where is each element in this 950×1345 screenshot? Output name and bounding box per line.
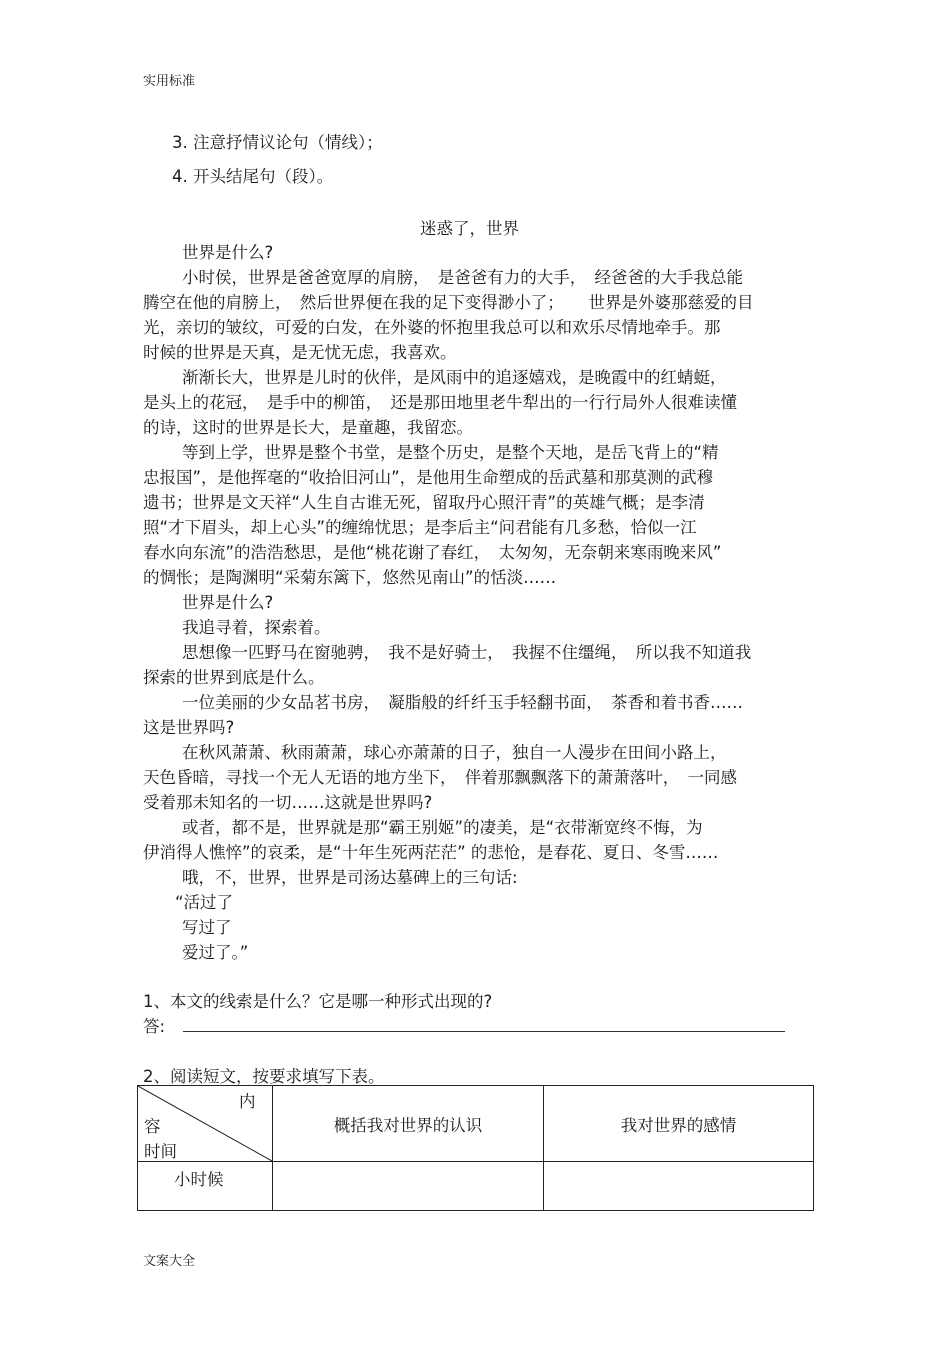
answer-label: 答: <box>143 1017 166 1036</box>
article-line: 或者，都不是，世界就是那“霸王别姬”的凄美，是“衣带渐宽终不悔，为 <box>182 818 703 837</box>
article-line: 光，亲切的皱纹，可爱的白发，在外婆的怀抱里我总可以和欢乐尽情地牵手。那 <box>143 318 721 337</box>
row-label-childhood: 小时候 <box>138 1162 273 1211</box>
answer-table <box>137 1085 814 1211</box>
article-line: 是头上的花冠， 是手中的柳笛， 还是那田地里老牛犁出的一行行局外人很难读懂 <box>143 393 737 412</box>
article-line: 我追寻着，探索着。 <box>182 618 331 637</box>
article-line: 忠报国”，是他挥毫的“收拾旧河山”，是他用生命塑成的岳武墓和那莫测的武穆 <box>143 468 714 487</box>
article-line: 时候的世界是天真，是无忧无虑，我喜欢。 <box>143 343 457 362</box>
article-line: “活过了 <box>175 893 234 912</box>
corner-label-bottom: 时间 <box>144 1142 177 1161</box>
article-line: 在秋风萧萧、秋雨萧萧，球心亦萧萧的日子，独自一人漫步在田间小路上， <box>182 743 727 762</box>
article-line: 春水向东流”的浩浩愁思，是他“桃花谢了春红， 太匆匆，无奈朝来寒雨晚来风” <box>143 543 722 562</box>
article-line: 小时侯，世界是爸爸宽厚的肩膀， 是爸爸有力的大手， 经爸爸的大手我总能 <box>182 268 743 287</box>
page-header: 实用标准 <box>143 74 196 89</box>
intro-item-4: 4. 开头结尾句（段）。 <box>172 167 334 186</box>
page-footer: 文案大全 <box>143 1254 196 1269</box>
article-line: 天色昏暗，寻找一个无人无语的地方坐下， 伴着那飘飘落下的萧萧落叶， 一同感 <box>143 768 737 787</box>
table-corner-cell <box>138 1086 273 1162</box>
article-line: 探索的世界到底是什么。 <box>143 668 325 687</box>
article-line: 的诗，这时的世界是长大，是童趣，我留恋。 <box>143 418 473 437</box>
column-header-understanding: 概括我对世界的认识 <box>273 1086 544 1162</box>
article-line: 写过了 <box>182 918 232 937</box>
article-line: 遗书；世界是文天祥“人生自古谁无死，留取丹心照汗青”的英雄气概；是李清 <box>143 493 705 512</box>
article-line: 爱过了。” <box>182 943 249 962</box>
article-line: 等到上学，世界是整个书堂，是整个历史，是整个天地，是岳飞背上的“精 <box>182 443 719 462</box>
question-2: 2、阅读短文，按要求填写下表。 <box>143 1067 385 1086</box>
article-line: 的惆怅；是陶渊明“采菊东篱下，悠然见南山”的恬淡…… <box>143 568 557 587</box>
question-1: 1、本文的线索是什么？它是哪一种形式出现的? <box>143 992 493 1011</box>
article-line: 照“才下眉头，却上心头”的缠绵忧思；是李后主“问君能有几多愁，恰似一江 <box>143 518 697 537</box>
article-line: 受着那未知名的一切……这就是世界吗? <box>143 793 433 812</box>
cell-understanding-input[interactable] <box>273 1162 544 1211</box>
article-line: 一位美丽的少女品茗书房， 凝脂般的纤纤玉手轻翻书面， 茶香和着书香…… <box>182 693 743 712</box>
column-header-feeling: 我对世界的感情 <box>544 1086 814 1162</box>
article-line: 思想像一匹野马在窗驰骋， 我不是好骑士， 我握不住缰绳， 所以我不知道我 <box>182 643 752 662</box>
article-line: 伊消得人憔悴”的哀柔，是“十年生死两茫茫” 的悲怆，是春花、夏日、冬雪…… <box>143 843 719 862</box>
article-line: 渐渐长大，世界是儿时的伙伴，是风雨中的追逐嬉戏，是晚霞中的红蜻蜓， <box>182 368 727 387</box>
corner-label-mid: 容 <box>144 1117 161 1136</box>
article-line: 哦，不，世界，世界是司汤达墓碑上的三句话: <box>182 868 518 887</box>
article-line: 腾空在他的肩膀上， 然后世界便在我的足下变得渺小了； 世界是外婆那慈爱的目 <box>143 293 754 312</box>
article-line: 世界是什么? <box>182 243 274 262</box>
intro-item-3: 3. 注意抒情议论句（情线）； <box>172 133 383 152</box>
answer-line[interactable] <box>183 1031 785 1032</box>
article-line: 世界是什么? <box>182 593 274 612</box>
corner-label-top: 内 <box>239 1092 256 1111</box>
article-title: 迷惑了，世界 <box>420 219 519 238</box>
article-line: 这是世界吗? <box>143 718 235 737</box>
cell-feeling-input[interactable] <box>544 1162 814 1211</box>
